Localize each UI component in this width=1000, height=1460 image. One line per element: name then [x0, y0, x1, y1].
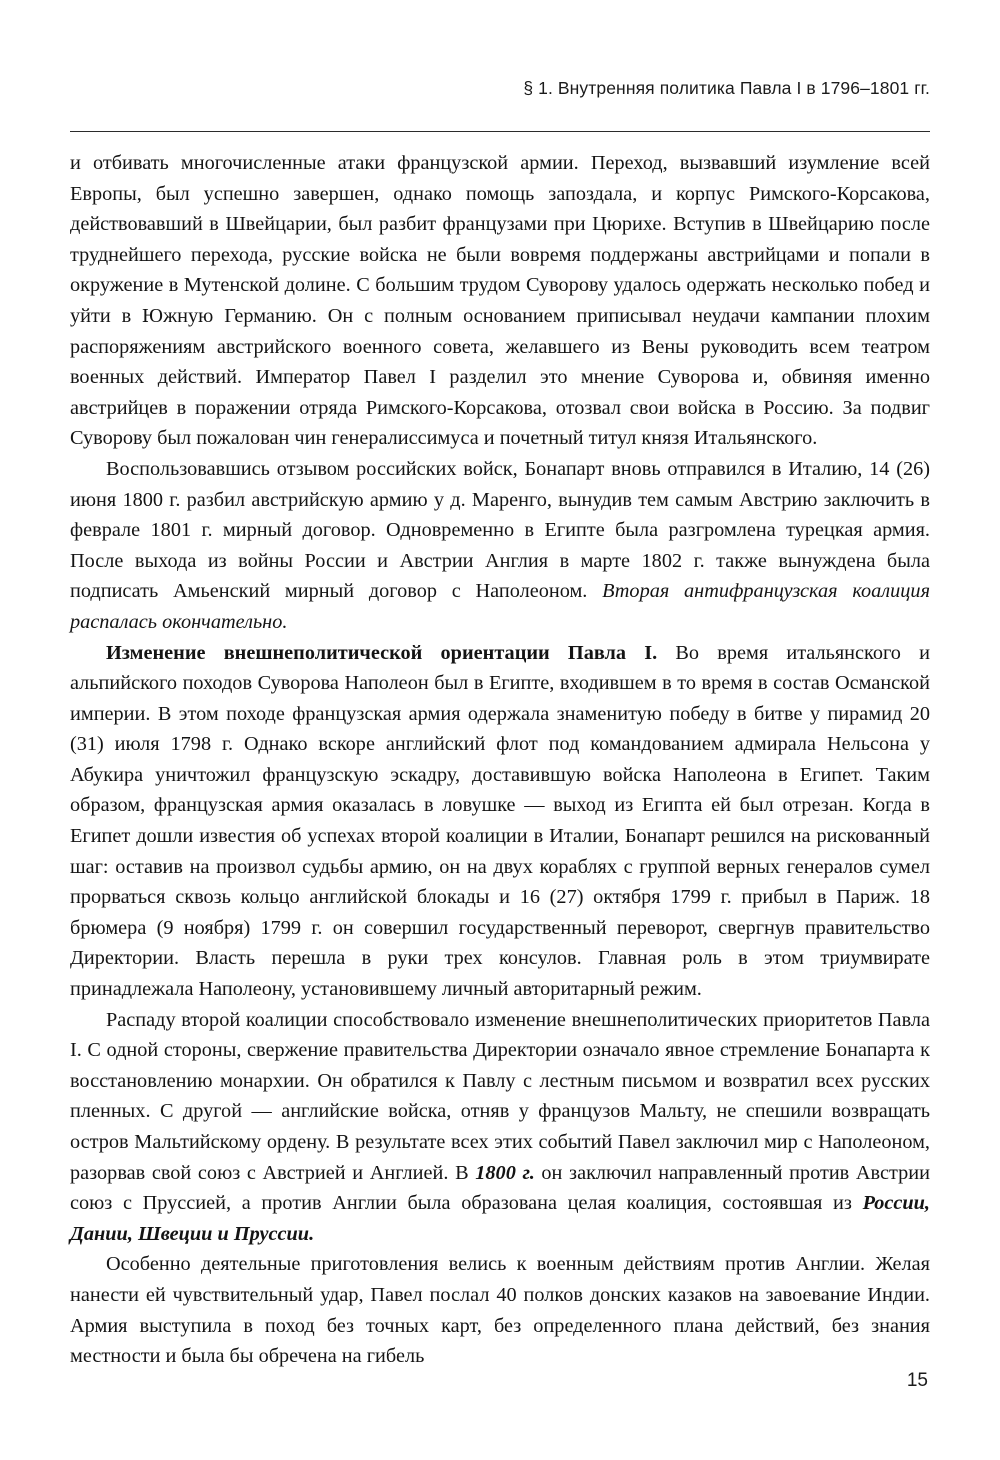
- page-body: [70, 148, 930, 1372]
- paragraph-4-emphasis-year: 1800 г.: [475, 1161, 535, 1184]
- paragraph-2: [70, 454, 930, 638]
- section-run-in-heading: Изменение внешнеполитической ориентации Павла I.: [106, 641, 658, 664]
- running-head-title: § 1. Внутренняя политика Павла I в 1796–1801 гг.: [523, 78, 930, 98]
- paragraph-4-emphasis-coalition: России, Дании, Швеции и Пруссии.: [70, 1192, 930, 1245]
- paragraph-3-text: Во время итальянского и альпийского походов Суворова Наполеон был в Египте, входившем в то время в состав Османской империи. В этом походе французская армия одержала знаменитую победу в битве у пирамид 20 (31) июля 1798 г. Однако вскоре английский флот под командованием адмирала Нельсона у Абукира уничтожил французскую эскадру, доставившую войска Наполеона в Египет. Таким образом, французская армия оказалась в ловушке — выход из Египта ей был отрезан. Когда в Египет дошли известия об успехах второй коалиции в Италии, Бонапарт решился на рискованный шаг: оставив на произвол судьбы армию, он на двух кораблях с группой верных генералов сумел прорваться сквозь кольцо английской блокады и 16 (27) октября 1799 г. прибыл в Париж. 18 брюмера (9 ноября) 1799 г. он совершил государственный переворот, свергнув правительство Директории. Власть перешла в руки трех консулов. Главная роль в этом триумвирате принадлежала Наполеону, установившему личный авторитарный режим.: [70, 641, 930, 1001]
- page-number: 15: [906, 1370, 928, 1391]
- page-header: [70, 78, 930, 99]
- paragraph-3: [70, 638, 930, 1005]
- paragraph-4: [70, 1005, 930, 1250]
- paragraph-4-text-part-1: Распаду второй коалиции способствовало изменение внешнеполитических приоритетов Павла I. С одной стороны, свержение правительства Директории означало явное стремление Бонапарта к восстановлению монархии. Он обратился к Павлу с лестным письмом и возвратил всех русских пленных. С другой — английские войска, отняв у французов Мальту, не спешили возвращать остров Мальтийскому ордену. В результате всех этих событий Павел заключил мир с Наполеоном, разорвав свой союз с Австрией и Англией. В: [70, 1008, 930, 1184]
- paragraph-5: Особенно деятельные приготовления велись к военным действиям против Англии. Желая нанести ей чувствительный удар, Павел послал 40 полков донских казаков на завоевание Индии. Армия выступила в поход без точных карт, без определенного плана действий, без знания местности и была бы обречена на гибель: [70, 1253, 930, 1368]
- header-divider: [70, 131, 930, 132]
- paragraph-2-emphasis: Вторая антифранцузская коалиция распалась окончательно.: [70, 580, 931, 633]
- paragraph-1: и отбивать многочисленные атаки французской армии. Переход, вызвавший изумление всей Европы, был успешно завершен, однако помощь запоздала, и корпус Римского-Корсакова, действовавший в Швейцарии, был разбит французами при Цюрихе. Вступив в Швейцарию после труднейшего перехода, русские войска не были вовремя поддержаны австрийцами и попали в окружение в Мутенской долине. С большим трудом Суворову удалось одержать несколько побед и уйти в Южную Германию. Он с полным основанием приписывал неудачи кампании плохим распоряжениям австрийского военного совета, желавшего из Вены руководить всем театром военных действий. Император Павел I разделил это мнение Суворова и, обвиняя именно австрийцев в поражении отряда Римского-Корсакова, отозвал свои войска в Россию. За подвиг Суворову был пожалован чин генералиссимуса и почетный титул князя Итальянского.: [70, 152, 930, 450]
- paragraph-2-text: Воспользовавшись отзывом российских войск, Бонапарт вновь отправился в Италию, 14 (26) июня 1800 г. разбил австрийскую армию у д. Маренго, вынудив тем самым Австрию заключить в феврале 1801 г. мирный договор. Одновременно в Египте была разгромлена турецкая армия. После выхода из войны России и Австрии Англия в марте 1802 г. также вынуждена была подписать Амьенский мирный договор с Наполеоном.: [70, 457, 930, 603]
- paragraph-4-text-part-2: он заключил направленный против Австрии союз с Пруссией, а против Англии была образована целая коалиция, состоявшая из: [70, 1161, 930, 1215]
